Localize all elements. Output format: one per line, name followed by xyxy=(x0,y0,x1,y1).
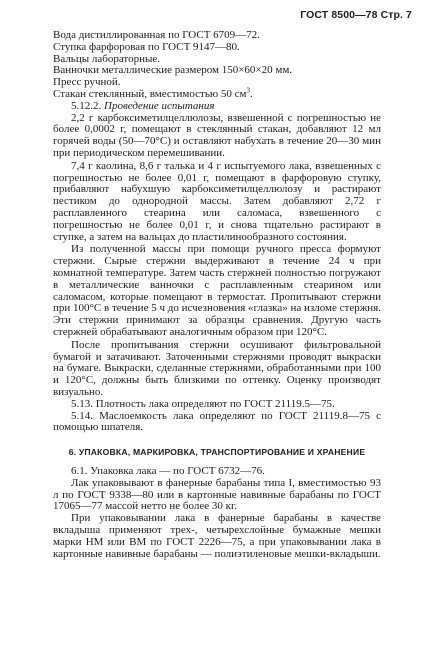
list-item: Вальцы лабораторные. xyxy=(53,52,160,65)
glass-beaker-sup: 3 xyxy=(246,86,250,95)
paragraph: 6.1. Упаковка лака — по ГОСТ 6732—76. xyxy=(71,465,265,478)
clause-heading xyxy=(53,101,381,113)
paragraph: 2,2 г карбоксиметилцеллюлозы, взвешенной с погрешностью не более 0,0002 г, помещают в стеклянный стакан, добавляют 12 мл горячей воды (50—70°С) и оставляют набухать в течение 20—30 мин при периодическом перемешивании. xyxy=(53,111,381,159)
paragraph: Лак упаковывают в фанерные барабаны типа I, вместимостью 93 л по ГОСТ 9338—80 или в картонные навивные барабаны по ГОСТ 17065—77 массой нетто не более 30 кг. xyxy=(53,476,381,513)
list-item: Вода дистиллированная по ГОСТ 6709—72. xyxy=(53,29,260,41)
paragraph: После пропитывания стержни осушивают фильтровальной бумагой и затачивают. Заточенными стержнями проводят выкраски на бумаге. Выкраски, сделанные стержнями, обработанными при 100 и 120°С, должны быть близкими по оттенку. Оценку производят визуально. xyxy=(53,338,381,398)
list-item: Пресс ручной. xyxy=(53,76,121,89)
paragraph: 5.13. Плотность лака определяют по ГОСТ 21119.5—75. xyxy=(71,397,335,410)
list-item: Ступка фарфоровая по ГОСТ 9147—80. xyxy=(53,40,240,53)
clause-number: 5.12.2. xyxy=(71,99,104,112)
page-header: ГОСТ 8500—78 Стр. 7 xyxy=(300,9,412,21)
paragraph: При упаковывании лака в фанерные барабаны в качестве вкладыша применяют трех-, четырехслойные бумажные мешки марки НМ или ВМ по ГОСТ 2226—75, а при упаковывании лака в картонные навивные барабаны — полиэтиленовые мешки-вкладыши. xyxy=(53,512,381,560)
list-item: Ванночки металлические размером 150×60×20 мм. xyxy=(53,64,293,77)
paragraph: 7,4 г каолина, 8,6 г талька и 4 г испытуемого лака, взвешенных с погрешностью не более 0,01 г, помещают в фарфоровую ступку, прибавляют набухшую карбоксиметилцеллюлозу и растирают пестиком до однородной массы. Затем добавляют 2,72 г расплавленного стеарина или саломаса, взвешенного с погрешностью не более 0,01 г, и снова тщательно растирают в ступке, а затем на вальцах до пластилинообразного состояния. xyxy=(53,159,381,243)
glass-beaker-end: . xyxy=(249,87,253,100)
section-title: 6. УПАКОВКА, МАРКИРОВКА, ТРАНСПОРТИРОВАНИЕ И ХРАНЕНИЕ xyxy=(68,447,366,458)
paragraph: Из полученной массы при помощи ручного пресса формуют стержни. Сырые стержни выдерживают в течение 24 ч при комнатной температуре. Затем часть стержней полностью погружают в металлические ванночки с расплавленным стеарином или саломасом, которые помещают в термостат. Пропитывают стержни при 100°С в течение 5 ч до исчезновения «глазка» на изломе стержня. Эти стержни принимают за образцы сравнения. Другую часть стержней обрабатывают аналогичным образом при 120°С. xyxy=(53,243,381,338)
glass-beaker-text: Стакан стеклянный, вместимостью 50 см xyxy=(53,87,247,100)
clause-title: Проведение испытания xyxy=(104,99,215,112)
paragraph: 5.14. Маслоемкость лака определяют по ГОСТ 21119.8—75 с помощью шпателя. xyxy=(53,409,381,434)
